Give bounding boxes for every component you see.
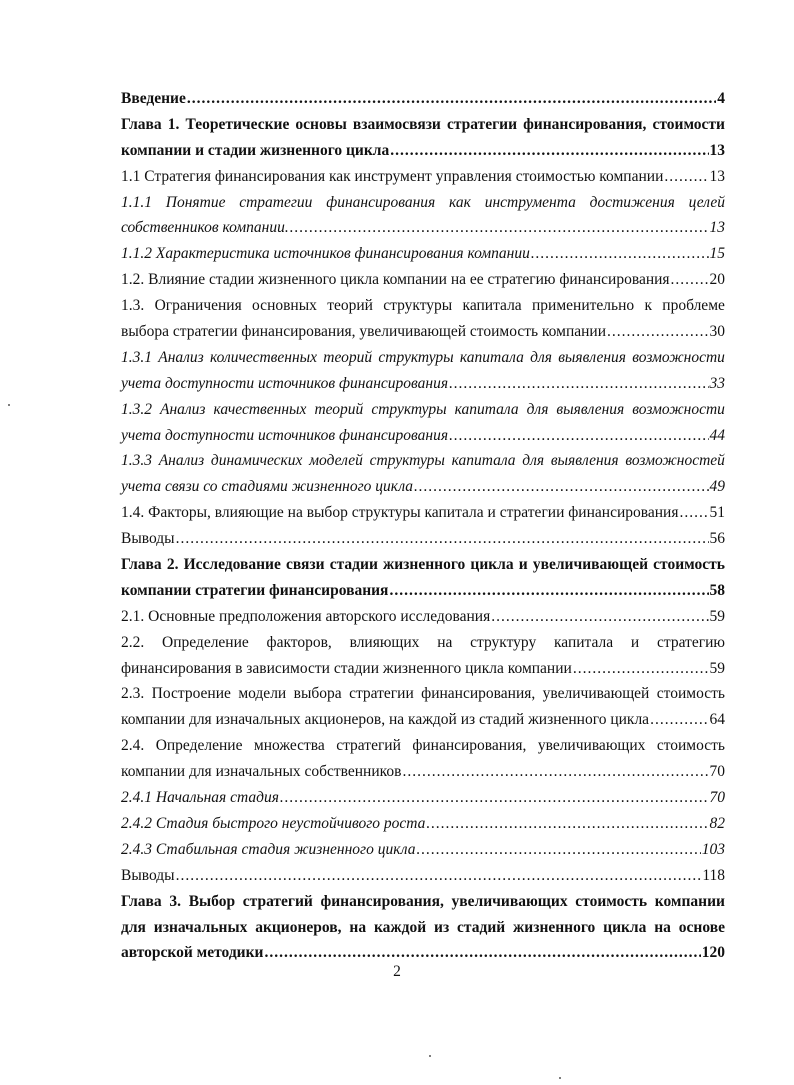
toc-word: стратегию <box>656 633 725 651</box>
toc-word: достижения <box>589 193 675 211</box>
toc-line-s1-4 <box>121 500 725 526</box>
toc-word: на <box>349 918 367 936</box>
toc-line-s1-1-2 <box>121 241 725 267</box>
toc-word: для <box>526 400 549 418</box>
toc-page-number: 120 <box>701 944 725 962</box>
toc-line-s1-3-l1 <box>121 293 725 319</box>
toc-leader-dots <box>449 371 708 397</box>
toc-word: модели <box>238 685 287 703</box>
toc-word: применительно <box>532 297 635 315</box>
toc-line-s2-4-1 <box>121 785 725 811</box>
toc-entry-title: учета доступности источников финансирования <box>121 374 449 392</box>
toc-word: финансирования, <box>421 685 536 703</box>
toc-entry-title: выбора стратегии финансирования, увеличивающей стоимость компании <box>121 323 607 341</box>
toc-line-s1-3-2-l2 <box>121 423 725 449</box>
toc-word: для <box>530 348 552 366</box>
toc-leader-dots <box>531 241 709 267</box>
toc-page-number: 82 <box>709 814 725 832</box>
toc-word: возможностей <box>625 452 725 470</box>
toc-line-concl1 <box>121 526 725 552</box>
toc-word: 1.3. <box>121 297 145 315</box>
toc-word: стоимость <box>575 892 648 910</box>
toc-entry-title: 1.2. Влияние стадии жизненного цикла компании на ее стратегию финансирования <box>121 271 670 289</box>
toc-line-concl2 <box>121 863 725 889</box>
toc-line-ch3-l1 <box>121 889 725 915</box>
toc-word: Глава <box>121 892 162 910</box>
toc-leader-dots <box>390 138 708 164</box>
toc-entry-title: 2.4.3 Стабильная стадия жизненного цикла <box>121 840 416 858</box>
toc-page-number: 4 <box>717 90 725 107</box>
toc-entry-title: собственников компании. <box>121 219 289 237</box>
toc-word: увеличивающих <box>451 892 568 910</box>
toc-word: структуры <box>378 348 454 366</box>
toc-line-s1-1-1-l1 <box>121 190 725 216</box>
toc-page-number: 103 <box>701 840 725 858</box>
toc-word: финансирования, <box>523 115 647 133</box>
toc-word: целей <box>688 193 725 211</box>
toc-entry-title: компании и стадии жизненного цикла <box>121 141 390 159</box>
toc-page-number: 49 <box>709 478 725 496</box>
toc-line-ch1-l2 <box>121 138 725 164</box>
toc-word: структуры <box>369 452 445 470</box>
toc-leader-dots <box>664 164 708 190</box>
toc-word: стоимость <box>656 737 725 755</box>
toc-word: капитала <box>454 400 519 418</box>
toc-page-number: 70 <box>709 763 725 781</box>
toc-line-s1-2 <box>121 267 725 293</box>
toc-word: 1.3.2 <box>121 400 152 418</box>
toc-word: увеличивающих <box>537 737 646 755</box>
toc-leader-dots <box>414 474 708 500</box>
toc-word: на <box>437 633 453 651</box>
toc-word: увеличивающей <box>532 556 649 574</box>
toc-word: множества <box>253 737 325 755</box>
toc-leader-dots <box>573 656 709 682</box>
toc-entry-title: авторской методики <box>121 944 264 962</box>
toc-leader-dots <box>607 319 708 345</box>
toc-word: динамических <box>210 452 303 470</box>
toc-word: 1.1.1 <box>121 193 152 211</box>
toc-page-number: 64 <box>709 711 725 729</box>
toc-word: акционеров, <box>255 918 342 936</box>
toc-entry-title: 1.1 Стратегия финансирования как инструмент управления стоимостью компании <box>121 167 664 185</box>
toc-entry-title: 2.4.2 Стадия быстрого неустойчивого роста <box>121 814 426 832</box>
toc-line-ch3-l2 <box>121 915 725 941</box>
toc-word: структуру <box>470 633 537 651</box>
toc-word: моделей <box>309 452 363 470</box>
toc-word: и <box>518 556 528 574</box>
scan-speck <box>429 1055 431 1057</box>
toc-leader-dots <box>389 578 708 604</box>
scan-speck <box>8 404 10 406</box>
toc-word: к <box>644 297 652 315</box>
toc-entry-title: Выводы <box>121 530 175 548</box>
toc-page-number: 58 <box>709 581 725 599</box>
toc-entry-title: 2.1. Основные предположения авторского исследования <box>121 607 491 625</box>
toc-word: цикла <box>470 556 514 574</box>
toc-word: качественных <box>213 400 307 418</box>
toc-leader-dots <box>449 423 708 449</box>
toc-entry-title: компании для изначальных акционеров, на каждой из стадий жизненного цикла <box>121 711 650 729</box>
toc-word: факторов, <box>266 633 332 651</box>
toc-line-ch2-l2 <box>121 578 725 604</box>
toc-word: 3. <box>169 892 182 910</box>
toc-line-s1-3-1-l1 <box>121 345 725 371</box>
toc-leader-dots <box>426 811 708 837</box>
toc-entry-title: Выводы <box>121 866 175 884</box>
toc-word: Ограничения <box>154 297 242 315</box>
toc-page-number: 20 <box>709 271 725 289</box>
toc-page-number: 51 <box>709 504 725 522</box>
toc-line-s1-3-3-l1 <box>121 448 725 474</box>
toc-entry-title: учета доступности источников финансирования <box>121 426 449 444</box>
toc-word: компании <box>654 892 725 910</box>
toc-word: из <box>434 918 450 936</box>
toc-word: 2.4. <box>121 737 145 755</box>
toc-line-intro <box>121 86 725 112</box>
toc-word: проблеме <box>662 297 725 315</box>
toc-word: финансирования, <box>412 737 527 755</box>
toc-word: выбора <box>293 685 342 703</box>
toc-entry-title: 1.4. Факторы, влияющие на выбор структуры капитала и стратегии финансирования <box>121 504 679 522</box>
toc-line-s2-2-l2 <box>121 656 725 682</box>
toc-word: основных <box>252 297 317 315</box>
toc-word: Анализ <box>160 400 206 418</box>
toc-word: 1.3.3 <box>121 452 152 470</box>
page-number: 2 <box>393 963 401 980</box>
toc-word: стратегии <box>446 115 517 133</box>
toc-word: Исследование <box>183 556 281 574</box>
toc-entry-title: компании стратегии финансирования <box>121 581 389 599</box>
toc-leader-dots <box>679 500 708 526</box>
table-of-contents <box>121 86 725 966</box>
toc-word: теорий <box>314 400 364 418</box>
toc-leader-dots <box>402 759 708 785</box>
toc-word: на <box>654 918 671 936</box>
toc-word: финансирования, <box>320 892 444 910</box>
toc-word: 2.3. <box>121 685 145 703</box>
toc-word: цикла <box>603 918 647 936</box>
toc-word: стратегий <box>336 737 401 755</box>
toc-word: для <box>121 918 146 936</box>
toc-word: капитала <box>554 633 614 651</box>
toc-word: Глава <box>121 115 162 133</box>
toc-line-s1-3-2-l1 <box>121 397 725 423</box>
toc-word: Определение <box>162 633 249 651</box>
toc-page-number: 59 <box>709 607 725 625</box>
toc-page-number: 118 <box>702 866 725 884</box>
toc-leader-dots <box>290 215 709 241</box>
toc-word: структуры <box>371 400 447 418</box>
toc-leader-dots <box>187 86 716 112</box>
toc-word: взаимосвязи <box>352 115 441 133</box>
toc-line-s1-3-1-l2 <box>121 371 725 397</box>
toc-word: капитала <box>459 348 524 366</box>
toc-page-number: 13 <box>709 141 725 159</box>
toc-word: стадий <box>457 918 506 936</box>
toc-word: Анализ <box>158 452 205 470</box>
toc-word: стадии <box>329 556 378 574</box>
toc-word: как <box>449 193 471 211</box>
toc-word: количественных <box>209 348 318 366</box>
toc-page-number: 56 <box>709 530 725 548</box>
toc-word: Выбор <box>188 892 236 910</box>
toc-word: стратегии <box>349 685 414 703</box>
toc-entry-title: финансирования в зависимости стадии жизненного цикла компании <box>121 659 572 677</box>
toc-word: стратегий <box>242 892 313 910</box>
toc-word: Анализ <box>158 348 204 366</box>
toc-word: выявления <box>556 400 625 418</box>
toc-entry-title: компании для изначальных собственников <box>121 763 402 781</box>
toc-word: возможности <box>632 348 725 366</box>
toc-word: влияющих <box>349 633 420 651</box>
toc-line-s2-4-l2 <box>121 759 725 785</box>
toc-line-s1-1-1-l2 <box>121 215 725 241</box>
toc-word: увеличивающей <box>542 685 650 703</box>
toc-line-s1-3-l2 <box>121 319 725 345</box>
toc-line-ch2-l1 <box>121 552 725 578</box>
toc-word: капитала <box>451 452 516 470</box>
toc-leader-dots <box>280 785 709 811</box>
toc-word: Глава <box>121 556 162 574</box>
toc-line-s2-3-l1 <box>121 681 725 707</box>
toc-word: связи <box>286 556 325 574</box>
toc-word: для <box>522 452 545 470</box>
toc-leader-dots <box>176 526 709 552</box>
toc-word: 1.3.1 <box>121 348 152 366</box>
toc-page-number: 59 <box>709 659 725 677</box>
toc-word: структуры <box>383 297 453 315</box>
toc-word: стоимости <box>652 115 725 133</box>
toc-word: 2. <box>166 556 179 574</box>
toc-leader-dots <box>671 267 709 293</box>
toc-word: стратегии <box>239 193 313 211</box>
toc-word: теорий <box>327 297 373 315</box>
toc-word: стоимость <box>656 685 725 703</box>
toc-page-number: 15 <box>709 245 725 263</box>
toc-word: 2.2. <box>121 633 145 651</box>
toc-word: Определение <box>155 737 243 755</box>
toc-line-s2-4-l1 <box>121 733 725 759</box>
toc-word: инструмента <box>484 193 576 211</box>
toc-word: жизненного <box>513 918 596 936</box>
toc-leader-dots <box>650 707 708 733</box>
toc-word: и <box>630 633 640 651</box>
toc-page-number: 13 <box>709 167 725 185</box>
toc-word: изначальных <box>153 918 248 936</box>
toc-word: стоимость <box>653 556 725 574</box>
toc-word: 1. <box>167 115 180 133</box>
toc-page-number: 33 <box>709 374 725 392</box>
toc-entry-title: Введение <box>121 90 186 107</box>
toc-word: капитала <box>462 297 522 315</box>
toc-word: Понятие <box>165 193 226 211</box>
toc-line-s2-3-l2 <box>121 707 725 733</box>
toc-word: жизненного <box>383 556 466 574</box>
toc-page-number: 13 <box>709 219 725 237</box>
toc-page-number: 44 <box>709 426 725 444</box>
toc-word: возможности <box>632 400 725 418</box>
toc-leader-dots <box>491 604 708 630</box>
toc-page-number: 30 <box>709 323 725 341</box>
toc-word: теорий <box>323 348 373 366</box>
toc-entry-title: 2.4.1 Начальная стадия <box>121 789 279 807</box>
toc-word: основе <box>678 918 725 936</box>
toc-line-s2-2-l1 <box>121 630 725 656</box>
toc-leader-dots <box>176 863 702 889</box>
toc-word: выявления <box>550 452 619 470</box>
toc-word: выявления <box>558 348 627 366</box>
toc-line-s2-4-2 <box>121 811 725 837</box>
scan-speck <box>559 1077 561 1079</box>
toc-line-s1-3-3-l2 <box>121 474 725 500</box>
toc-entry-title: 1.1.2 Характеристика источников финансирования компании <box>121 245 530 263</box>
toc-word: финансирования <box>326 193 436 211</box>
toc-line-ch1-l1 <box>121 112 725 138</box>
toc-line-s1-1 <box>121 164 725 190</box>
toc-leader-dots <box>416 837 700 863</box>
toc-entry-title: учета связи со стадиями жизненного цикла <box>121 478 414 496</box>
toc-line-s2-4-3 <box>121 837 725 863</box>
toc-page-number: 70 <box>709 789 725 807</box>
toc-line-s2-1 <box>121 604 725 630</box>
toc-word: каждой <box>373 918 427 936</box>
toc-word: Теоретические <box>185 115 290 133</box>
toc-word: Построение <box>151 685 231 703</box>
toc-word: основы <box>295 115 347 133</box>
